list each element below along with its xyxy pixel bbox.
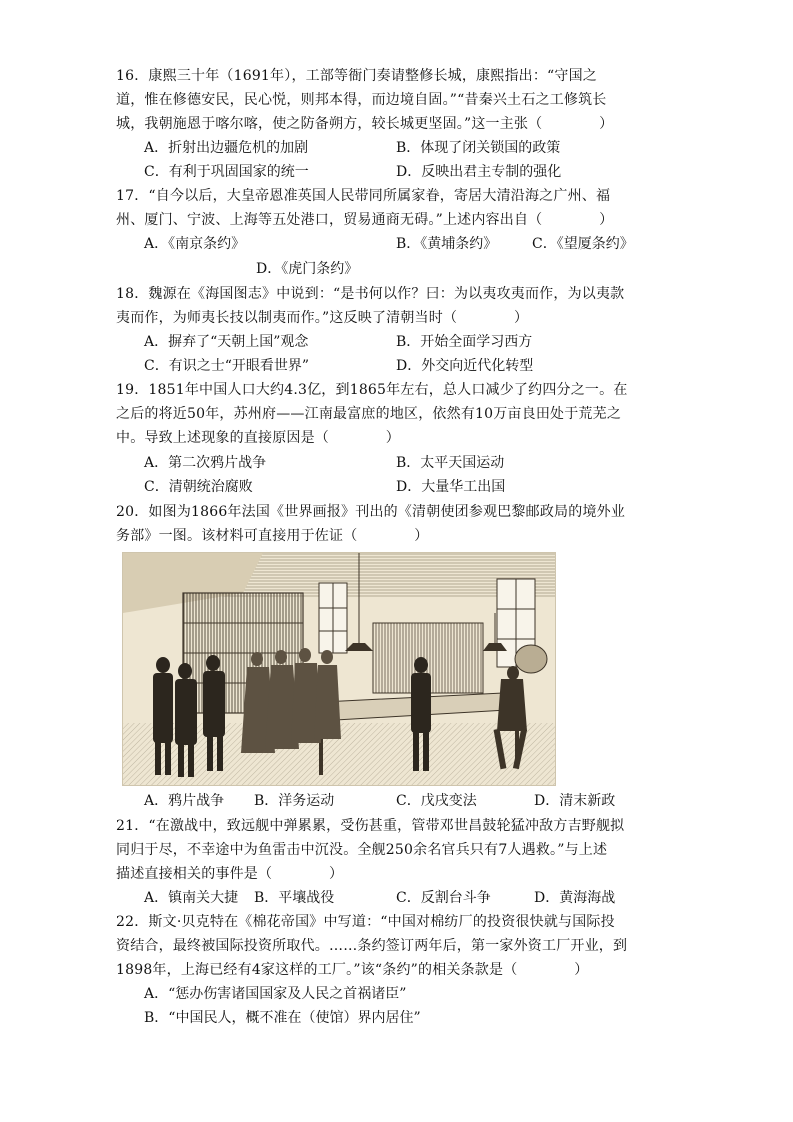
q18-option-b[interactable]: B．开始全面学习西方 (396, 334, 533, 350)
q21-option-c[interactable]: C．反割台斗争 (396, 890, 491, 906)
q16-line-1: 16．康熙三十年（1691年），工部等衙门奏请整修长城，康熙指出：“守国之 (116, 68, 597, 84)
q22-line-3: 1898年，上海已经有4家这样的工厂。”该“条约”的相关条款是（ ） (116, 962, 589, 978)
q16-option-c[interactable]: C．有利于巩固国家的统一 (144, 164, 309, 180)
q16-line-2: 道，惟在修德安民，民心悦，则邦本得，而边境自固。”“昔秦兴土石之工修筑长 (116, 92, 607, 108)
q17-option-c[interactable]: C．《望厦条约》 (532, 236, 634, 252)
q17-line-1: 17．“自今以后，大皇帝恩准英国人民带同所属家眷，寄居大清沿海之广州、福 (116, 188, 611, 204)
q18-option-a[interactable]: A．摒弃了“天朝上国”观念 (144, 334, 309, 350)
q22-option-b[interactable]: B．“中国民人，概不准在（使馆）界内居住” (144, 1010, 421, 1026)
q22-line-2: 资结合，最终被国际投资所取代。……条约签订两年后，第一家外资工厂开业，到 (116, 938, 628, 954)
q19-line-1: 19．1851年中国人口大约4.3亿，到1865年左右，总人口减少了约四分之一。在 (116, 382, 628, 398)
q22-line-1: 22．斯文·贝克特在《棉花帝国》中写道：“中国对棉纺厂的投资很快就与国际投 (116, 914, 615, 930)
q20-option-d[interactable]: D．清末新政 (534, 793, 616, 809)
q21-line-1: 21．“在激战中，致远舰中弹累累，受伤甚重，管带邓世昌鼓轮猛冲敌方吉野舰拟 (116, 818, 625, 834)
q21-line-3: 描述直接相关的事件是（ ） (116, 866, 344, 882)
q18-option-d[interactable]: D．外交向近代化转型 (396, 358, 534, 374)
q17-option-a[interactable]: A．《南京条约》 (144, 236, 246, 252)
q16-option-a[interactable]: A．折射出边疆危机的加剧 (144, 140, 309, 156)
q19-option-a[interactable]: A．第二次鸦片战争 (144, 455, 267, 471)
q21-option-a[interactable]: A．镇南关大捷 (144, 890, 239, 906)
q20-line-2: 务部》一图。该材料可直接用于佐证（ ） (116, 528, 429, 544)
q17-option-d[interactable]: D．《虎门条约》 (256, 261, 359, 277)
q21-line-2: 同归于尽，不幸途中为鱼雷击中沉没。全舰250余名官兵只有7人遇救。”与上述 (116, 842, 608, 858)
q16-option-d[interactable]: D．反映出君主专制的强化 (396, 164, 562, 180)
q20-option-c[interactable]: C．戊戌变法 (396, 793, 477, 809)
q21-option-b[interactable]: B．平壤战役 (254, 890, 335, 906)
q19-option-b[interactable]: B．太平天国运动 (396, 455, 505, 471)
q20-option-a[interactable]: A．鸦片战争 (144, 793, 225, 809)
q20-option-b[interactable]: B．洋务运动 (254, 793, 335, 809)
q16-option-b[interactable]: B．体现了闭关锁国的政策 (396, 140, 561, 156)
q18-line-1: 18．魏源在《海国图志》中说到：“是书何以作？曰：为以夷攻夷而作，为以夷款 (116, 286, 625, 302)
q18-line-2: 夷而作，为师夷长技以制夷而作。”这反映了清朝当时（ ） (116, 310, 529, 326)
q19-line-2: 之后的将近50年，苏州府——江南最富庶的地区，依然有10万亩良田处于荒芜之 (116, 406, 622, 422)
q19-option-d[interactable]: D．大量华工出国 (396, 479, 506, 495)
q22-option-a[interactable]: A．“惩办伤害诸国国家及人民之首祸诸臣” (144, 986, 407, 1002)
q19-line-3: 中。导致上述现象的直接原因是（ ） (116, 430, 400, 446)
engraving-illustration-icon (123, 553, 555, 785)
engraving-illustration (122, 552, 556, 786)
q21-option-d[interactable]: D．黄海海战 (534, 890, 616, 906)
q17-option-b[interactable]: B．《黄埔条约》 (396, 236, 498, 252)
q17-line-2: 州、厦门、宁波、上海等五处港口，贸易通商无碍。”上述内容出自（ ） (116, 212, 614, 228)
q16-line-3: 城，我朝施恩于喀尔喀，使之防备朔方，较长城更坚固。”这一主张（ ） (116, 116, 614, 132)
q18-option-c[interactable]: C．有识之士“开眼看世界” (144, 358, 310, 374)
q19-option-c[interactable]: C．清朝统治腐败 (144, 479, 253, 495)
q20-line-1: 20．如图为1866年法国《世界画报》刊出的《清朝使团参观巴黎邮政局的境外业 (116, 504, 626, 520)
